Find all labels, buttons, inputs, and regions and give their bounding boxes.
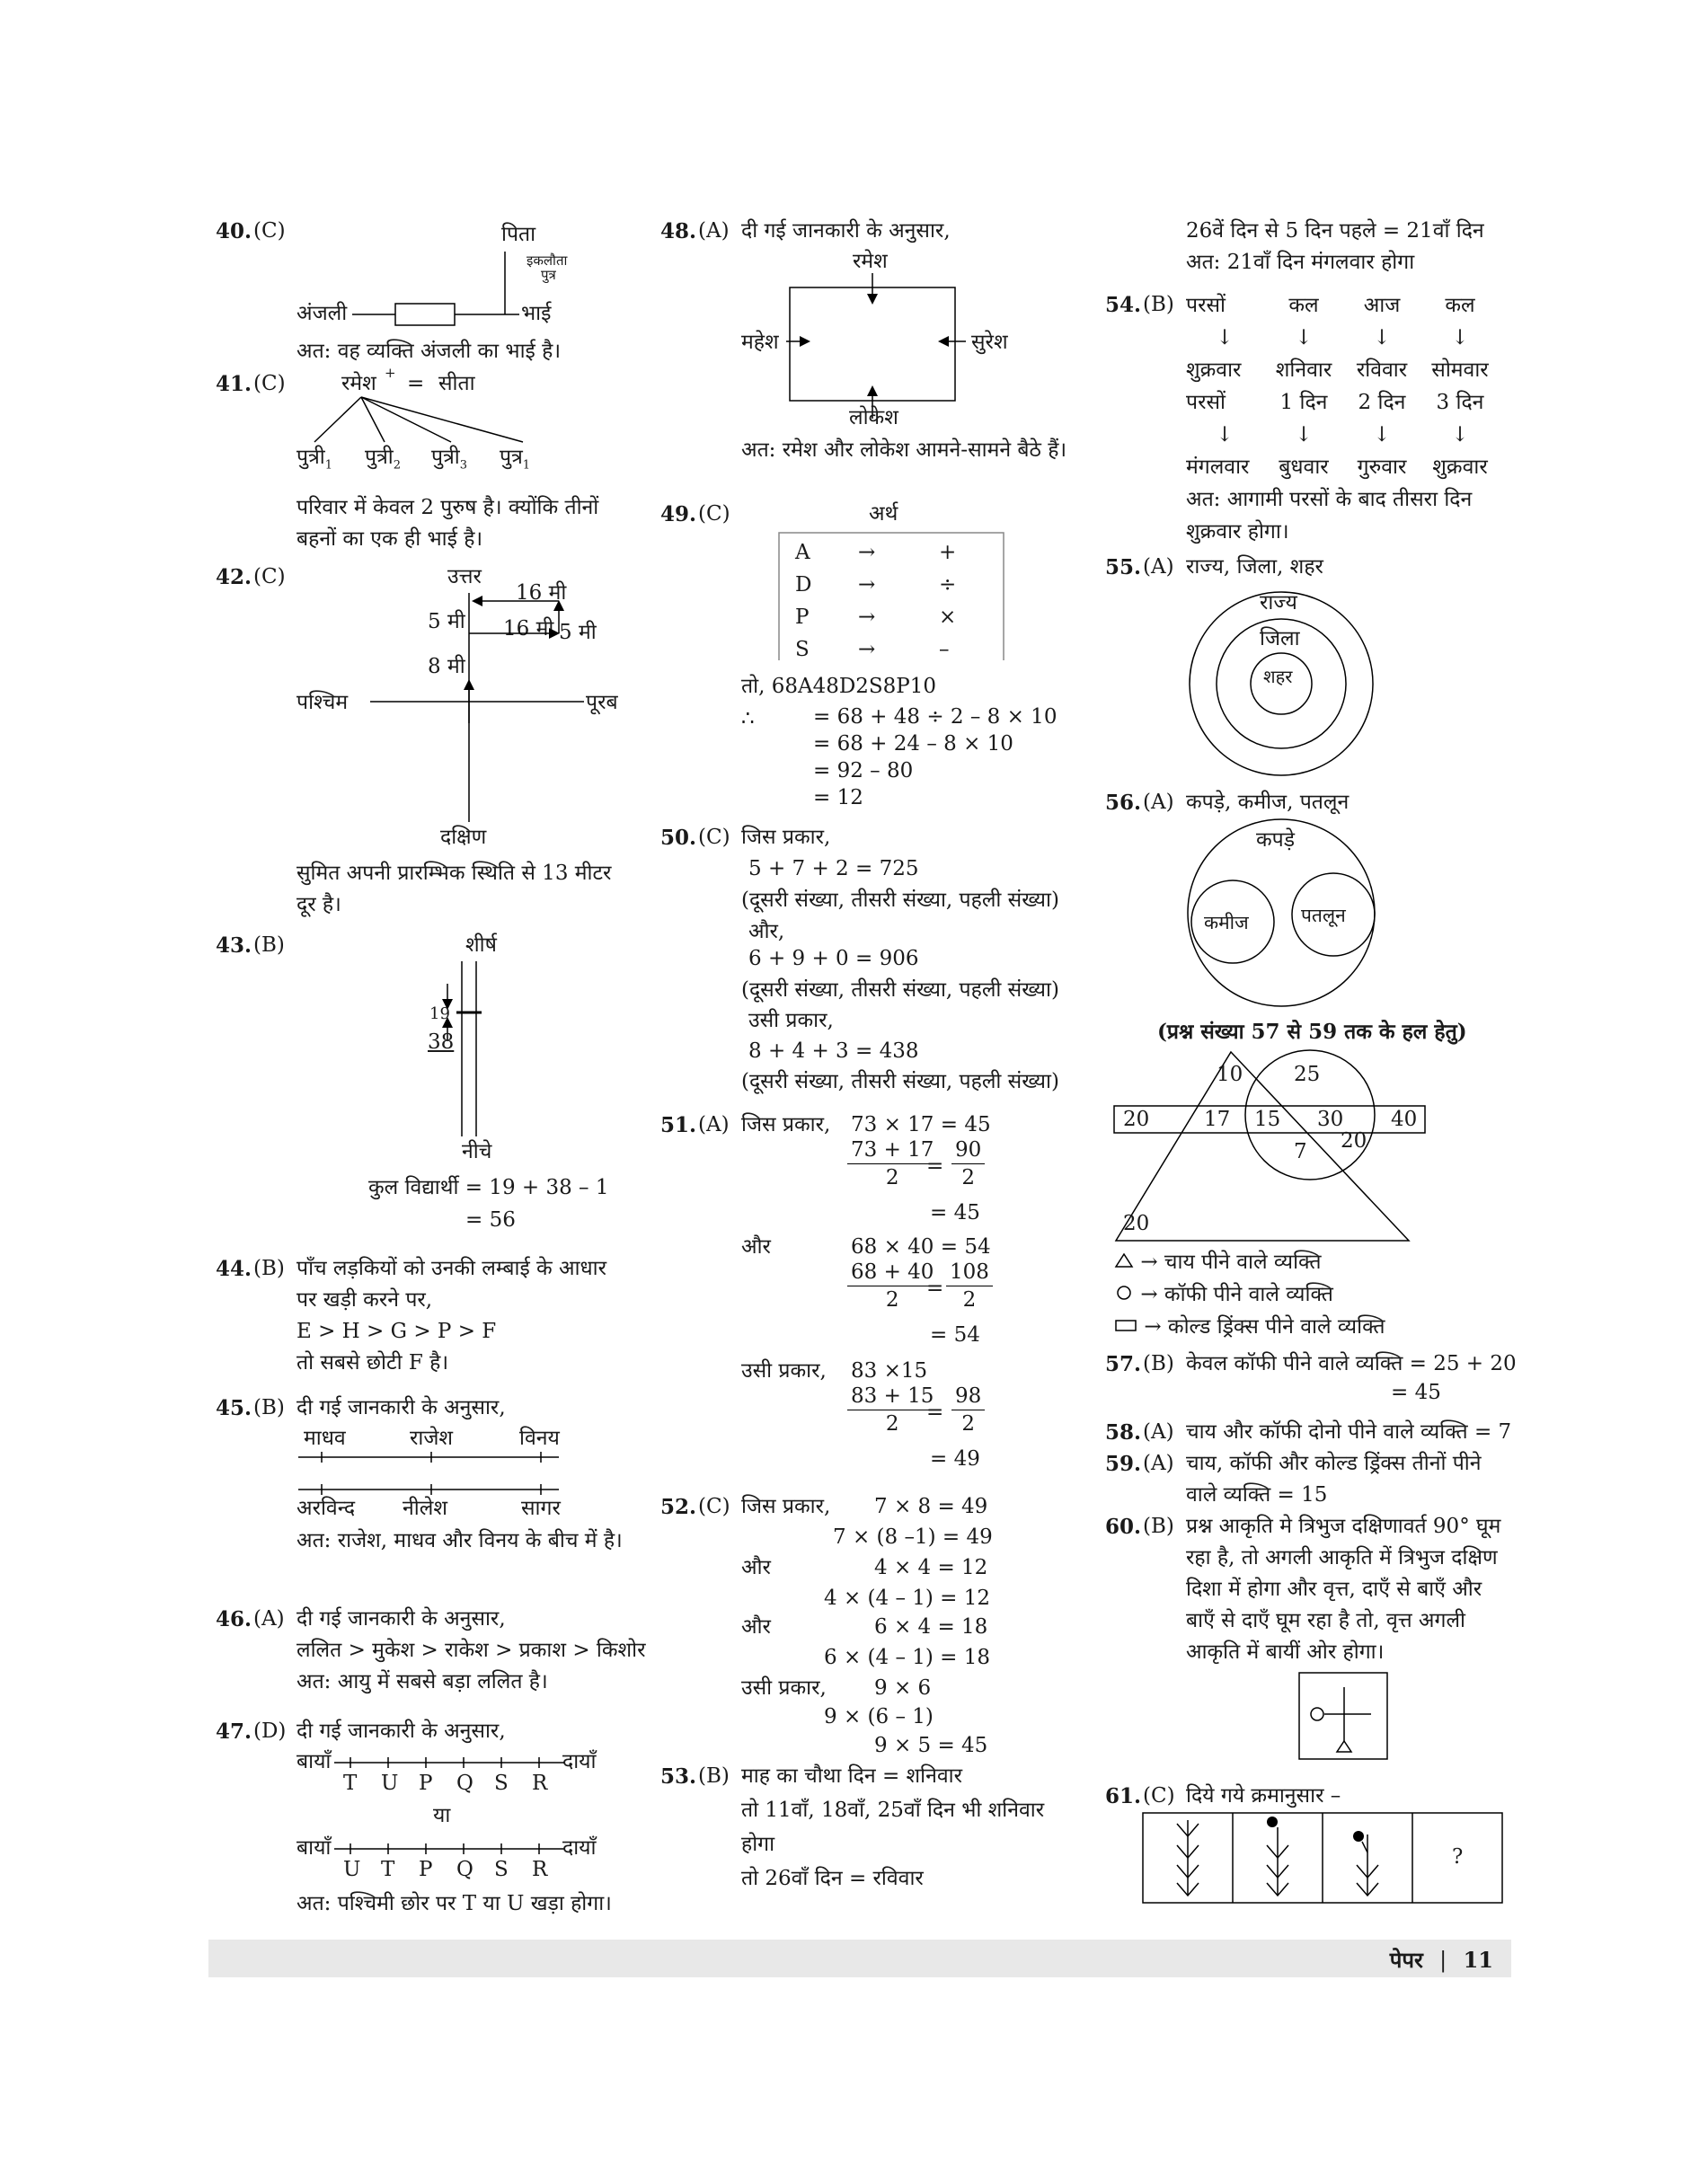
q49-row: P → × (795, 606, 957, 629)
q61-number: 61. (1105, 1784, 1142, 1808)
q41-ramesh: रमेश (341, 372, 376, 395)
q45-top-3: विनय (519, 1427, 560, 1450)
venn-40: 40 (1391, 1108, 1418, 1131)
q52-a2: 7 × (8 –1) = 49 (833, 1525, 993, 1549)
q52-w1: जिस प्रकार, (741, 1495, 831, 1518)
q55-middle: जिला (1260, 627, 1300, 650)
q50-line: (दूसरी संख्या, तीसरी संख्या, पहली संख्या) (741, 888, 1059, 912)
q51-w3: उसी प्रकार, (741, 1359, 827, 1383)
q60-answer: (B) (1143, 1515, 1174, 1538)
q45-bottom-1: अरविन्द (296, 1497, 356, 1520)
q44-answer: (B) (253, 1257, 285, 1280)
q41-conclusion: परिवार में केवल 2 पुरुष है। क्योंकि तीनों बहनों का एक ही भाई है। (296, 496, 599, 551)
q51-frac-2: $\frac{68 + 40}{2}$ (847, 1259, 937, 1313)
q47-right-1: दायाँ (562, 1750, 597, 1773)
q45-conclusion: अत: राजेश, माधव और विनय के बीच में है। (296, 1529, 623, 1552)
q60-line: दिशा में होगा और वृत्त, दाएँ से बाएँ और (1186, 1578, 1482, 1601)
q59-answer: (A) (1143, 1452, 1174, 1475)
q49-step: = 68 + 48 ÷ 2 – 8 × 10 (813, 705, 1058, 729)
q52-d3: 9 × 5 = 45 (874, 1734, 988, 1757)
venn-heading: (प्रश्न संख्या 57 से 59 तक के हल हेतु) (1157, 1020, 1467, 1044)
q50-line: उसी प्रकार, (748, 1009, 834, 1032)
q42-d4: 5 मी (559, 621, 597, 644)
q49-solution (660, 499, 1083, 822)
q51-e1: 73 × 17 = 45 (851, 1113, 991, 1136)
q42-d1: 16 मी (516, 581, 567, 605)
q60-solution (1105, 1511, 1527, 1781)
q44-l4: तो सबसे छोटी F है। (296, 1351, 449, 1375)
footer-paper: पेपर (1389, 1947, 1423, 1973)
q51-frac-3: $\frac{83 + 15}{2}$ (847, 1383, 937, 1437)
q52-d2: 9 × (6 – 1) (824, 1705, 934, 1728)
q57-answer: (B) (1143, 1352, 1174, 1375)
q50-line: 6 + 9 + 0 = 906 (748, 947, 919, 970)
q50-line: (दूसरी संख्या, तीसरी संख्या, पहली संख्या) (741, 1070, 1059, 1093)
q52-w2: और (741, 1556, 771, 1579)
q42-d2: 5 मी (428, 610, 465, 633)
venn-diagram (1105, 1016, 1527, 1250)
q56-outer: कपड़े (1256, 828, 1296, 852)
q45-top-2: राजेश (410, 1427, 454, 1450)
q43-answer: (B) (253, 933, 285, 957)
q50-number: 50. (660, 826, 697, 850)
q59-number: 59. (1105, 1452, 1142, 1476)
q47-r2-2: T (381, 1858, 395, 1881)
q45-number: 45. (216, 1396, 252, 1420)
venn-20b: 20 (1341, 1129, 1367, 1153)
q46-l3: अत: आयु में सबसे बड़ा ललित है। (296, 1670, 548, 1693)
q44-l3: E > H > G > P > F (296, 1320, 497, 1343)
q43-line-diagram (216, 930, 638, 1145)
q54-day-grid: परसों कल आज कल ↓ ↓ ↓ ↓ शुक्रवार शनिवार रविवार सोमवार परसों 1 दिन 2 दिन 3 दिन ↓ ↓ ↓ ↓ मंगलवार बुधवार गुरुवार शुक्रवार अत: आगामी परसों के बाद तीसरा दिन शुक्रवार होगा। (1186, 289, 1500, 548)
venn-25: 25 (1294, 1063, 1321, 1086)
q43-bottom: नीचे (462, 1140, 492, 1163)
q43-number: 43. (216, 933, 252, 958)
q59-solution (1105, 1448, 1527, 1511)
q54-c2: शुक्रवार होगा। (1186, 520, 1289, 544)
q42-west: पश्चिम (296, 691, 349, 714)
q42-path-diagram (216, 561, 638, 831)
q56-l1: कपड़े, कमीज, पतलून (1186, 791, 1350, 814)
q50-line: जिस प्रकार, (741, 826, 831, 849)
q47-solution (216, 1716, 638, 1923)
q41-child-4: पुत्र$_1$ (500, 446, 531, 473)
q51-answer: (A) (698, 1113, 730, 1136)
q43-v2: 38 (428, 1030, 455, 1054)
q48-suresh: सुरेश (971, 331, 1008, 354)
q49-answer: (C) (698, 502, 730, 526)
q48-seating-diagram (660, 216, 1083, 422)
q52-solution (660, 1491, 1083, 1761)
q49-table (795, 536, 956, 666)
q54-solution (1105, 289, 1527, 552)
q49-row: A → + (795, 541, 957, 564)
q40-number: 40. (216, 219, 252, 243)
q46-solution (216, 1604, 646, 1716)
q48-l1: दी गई जानकारी के अनुसार, (741, 219, 951, 243)
q53-answer: (B) (698, 1764, 730, 1788)
q47-r1-3: P (419, 1772, 433, 1795)
q47-or: या (433, 1804, 451, 1827)
venn-legend (1114, 1246, 1385, 1343)
q51-w1: जिस प्रकार, (741, 1113, 831, 1136)
page-footer (208, 1940, 1511, 1977)
q47-r1-2: U (381, 1772, 399, 1795)
q53-l3: होगा (741, 1833, 775, 1856)
q59-l1: चाय, कॉफी और कोल्ड ड्रिंक्स तीनों पीने (1186, 1452, 1482, 1475)
q43-solution (216, 930, 638, 1253)
q47-right-2: दायाँ (562, 1836, 597, 1860)
q49-row: S → – (795, 638, 950, 661)
circle-icon (1114, 1285, 1134, 1301)
q50-line: 5 + 7 + 2 = 725 (748, 857, 919, 880)
q61-sequence-figure (1105, 1781, 1527, 1915)
q60-number: 60. (1105, 1515, 1142, 1539)
q43-line2: = 56 (465, 1208, 516, 1232)
q41-eq: = (407, 372, 425, 395)
q43-top: शीर्ष (465, 933, 497, 957)
q40-conclusion: अत: वह व्यक्ति अंजली का भाई है। (296, 340, 562, 363)
q42-answer: (C) (253, 565, 286, 588)
q42-solution (216, 561, 638, 930)
q49-head: अर्थ (869, 502, 898, 526)
rectangle-icon (1114, 1317, 1137, 1333)
q55-answer: (A) (1143, 555, 1174, 579)
q50-line: 8 + 4 + 3 = 438 (748, 1039, 919, 1063)
q61-answer: (C) (1143, 1784, 1175, 1808)
q60-answer-figure (1105, 1511, 1527, 1781)
q54-number: 54. (1105, 293, 1142, 317)
q41-number: 41. (216, 372, 252, 396)
q56-b: पतलून (1301, 905, 1346, 926)
dot-icon (1267, 1817, 1278, 1827)
q40-solution (216, 216, 638, 368)
q44-solution (216, 1253, 638, 1392)
q47-r2-1: U (343, 1858, 361, 1881)
q60-line: प्रश्न आकृति मे त्रिभुज दक्षिणावर्त 90° घूम (1186, 1515, 1501, 1538)
q61-qmark: ? (1452, 1845, 1464, 1869)
q55-venn (1105, 552, 1527, 787)
q40-tree-lines (216, 216, 638, 332)
q46-l1: दी गई जानकारी के अनुसार, (296, 1607, 506, 1631)
q45-answer: (B) (253, 1396, 285, 1419)
venn-7: 7 (1294, 1140, 1307, 1163)
q42-number: 42. (216, 565, 252, 589)
q52-c2: 6 × (4 – 1) = 18 (824, 1646, 991, 1669)
q51-eqs-2: = (926, 1277, 944, 1300)
q53-l5: 26वें दिन से 5 दिन पहले = 21वाँ दिन (1186, 219, 1484, 243)
q61-l1: दिये गये क्रमानुसार – (1186, 1784, 1341, 1808)
q47-r2-3: P (419, 1858, 433, 1881)
page-number: 11 (1463, 1947, 1493, 1973)
q55-solution (1105, 552, 1527, 787)
q47-conclusion: अत: पश्चिमी छोर पर T या U खड़ा होगा। (296, 1892, 612, 1915)
dot-icon (1353, 1831, 1364, 1842)
q51-number: 51. (660, 1113, 697, 1137)
q55-inner: शहर (1263, 666, 1293, 687)
q52-answer: (C) (698, 1495, 730, 1518)
footer-label (1390, 1945, 1493, 1975)
q46-l2: ललित > मुकेश > राकेश > प्रकाश > किशोर (296, 1639, 646, 1662)
q41-plus: + (385, 365, 396, 381)
q55-number: 55. (1105, 555, 1142, 579)
q45-top-1: माधव (304, 1427, 346, 1450)
q51-frac-1: $\frac{73 + 17}{2}$ (847, 1136, 937, 1191)
q41-answer: (C) (253, 372, 286, 395)
q40-brother: भाई (521, 302, 552, 325)
q47-r1-1: T (343, 1772, 358, 1795)
q54-c1: अत: आगामी परसों के बाद तीसरा दिन (1186, 488, 1473, 511)
q58-number: 58. (1105, 1420, 1142, 1445)
q52-c1: 6 × 4 = 18 (874, 1615, 988, 1639)
venn-15: 15 (1254, 1108, 1281, 1131)
q48-conclusion: अत: रमेश और लोकेश आमने-सामने बैठे हैं। (741, 438, 1067, 462)
q47-number: 47. (216, 1719, 252, 1744)
q47-l1: दी गई जानकारी के अनुसार, (296, 1719, 506, 1743)
q48-answer: (A) (698, 219, 730, 243)
q59-l2: वाले व्यक्ति = 15 (1186, 1483, 1328, 1507)
q52-w4: उसी प्रकार, (741, 1676, 827, 1700)
q49-step: = 12 (813, 786, 863, 809)
q41-child-3: $पुत्री_3$ (431, 446, 467, 473)
q41-sita: सीता (438, 372, 475, 395)
q56-number: 56. (1105, 791, 1142, 815)
q51-res-3: $\frac{98}{2}$ (951, 1383, 985, 1437)
q47-r1-6: R (532, 1772, 548, 1795)
q41-child-2: $पुत्री_2$ (365, 446, 401, 473)
column-1 (216, 216, 646, 1923)
q41-tree-lines (216, 368, 638, 449)
q57-l2: = 45 (1391, 1381, 1441, 1404)
venn-57-59 (1105, 1016, 1527, 1348)
column-2 (660, 216, 1083, 1905)
q40-anjali: अंजली (296, 302, 348, 325)
q43-v1: 19 (429, 1004, 450, 1023)
q51-res-2: $\frac{108}{2}$ (946, 1259, 993, 1313)
q51-eqs-3: = (926, 1401, 944, 1424)
q61-solution (1105, 1781, 1527, 1915)
q51-eq1: = 45 (930, 1201, 980, 1224)
q47-r1-5: S (494, 1772, 509, 1795)
venn-20a: 20 (1123, 1108, 1150, 1131)
q51-eqs-1: = (926, 1154, 944, 1178)
q46-number: 46. (216, 1607, 252, 1631)
q53-continued (1105, 216, 1527, 289)
q51-e2: 68 × 40 = 54 (851, 1235, 991, 1259)
q42-south: दक्षिण (440, 826, 487, 849)
q56-answer: (A) (1143, 791, 1174, 814)
q53-l4: तो 26वाँ दिन = रविवार (741, 1867, 924, 1890)
legend-circle: → कॉफी पीने वाले व्यक्ति (1114, 1278, 1385, 1311)
q50-line: और, (748, 920, 785, 943)
q47-left-1: बायाँ (296, 1750, 332, 1773)
q49-l1: तो, 68A48D2S8P10 (741, 675, 937, 698)
q49-step: = 68 + 24 – 8 × 10 (813, 732, 1013, 756)
q53-l6: अत: 21वाँ दिन मंगलवार होगा (1186, 251, 1415, 274)
q42-conclusion: सुमित अपनी प्रारम्भिक स्थिति से 13 मीटर दूर है। (296, 862, 612, 916)
q48-solution (660, 216, 1083, 499)
q47-left-2: बायाँ (296, 1836, 332, 1860)
q51-res-1: $\frac{90}{2}$ (951, 1136, 985, 1191)
q56-a: कमीज (1204, 912, 1249, 933)
q53-l2: तो 11वाँ, 18वाँ, 25वाँ दिन भी शनिवार (741, 1799, 1045, 1822)
q51-solution (660, 1109, 1083, 1491)
q47-r2-4: Q (456, 1858, 473, 1881)
q52-b1: 4 × 4 = 12 (874, 1556, 988, 1579)
q42-north: उत्तर (447, 565, 482, 588)
q57-number: 57. (1105, 1352, 1142, 1376)
q51-eq3: = 49 (930, 1447, 980, 1471)
q52-number: 52. (660, 1495, 697, 1519)
q45-bottom-3: सागर (521, 1497, 561, 1520)
q41-solution (216, 365, 638, 561)
q48-number: 48. (660, 219, 697, 243)
q60-line: आकृति में बायीं ओर होगा। (1186, 1640, 1385, 1664)
q52-a1: 7 × 8 = 49 (874, 1495, 988, 1518)
q40-father: पिता (501, 223, 536, 246)
q55-outer: राज्य (1260, 591, 1297, 614)
q42-east: पूरब (586, 691, 618, 714)
q41-child-1: $पुत्री_1$ (296, 446, 332, 473)
q45-solution (216, 1392, 638, 1604)
q40-only-son-2: पुत्र (541, 267, 556, 283)
q50-solution (660, 822, 1083, 1109)
q48-lokesh: लोकेश (849, 406, 898, 429)
q57-solution (1105, 1348, 1527, 1417)
q50-line: (दूसरी संख्या, तीसरी संख्या, पहली संख्या) (741, 978, 1059, 1002)
triangle-icon (1114, 1252, 1134, 1269)
q40-answer: (C) (253, 219, 286, 243)
legend-rectangle: → कोल्ड ड्रिंक्स पीने वाले व्यक्ति (1114, 1311, 1385, 1343)
q40-only-son-1: इकलौता (527, 252, 568, 269)
q51-eq2: = 54 (930, 1323, 980, 1347)
column-3 (1105, 216, 1527, 1915)
q47-r2-6: R (532, 1858, 548, 1881)
q52-b2: 4 × (4 – 1) = 12 (824, 1587, 991, 1610)
q53-number: 53. (660, 1764, 697, 1789)
q55-l1: राज्य, जिला, शहर (1186, 555, 1323, 579)
q58-answer: (A) (1143, 1420, 1174, 1444)
q53-solution (660, 1761, 1083, 1905)
q42-d5: 8 मी (428, 655, 465, 678)
q60-line: बाएँ से दाएँ घूम रहा है तो, वृत्त अगली (1186, 1609, 1466, 1632)
q49-steps (813, 703, 1057, 811)
q44-l2: पर खड़ी करने पर, (296, 1288, 433, 1312)
q45-bottom-2: नीलेश (403, 1497, 447, 1520)
footer-sep: | (1439, 1948, 1447, 1973)
q56-solution (1105, 787, 1527, 1016)
q47-r2-5: S (494, 1858, 509, 1881)
q44-number: 44. (216, 1257, 252, 1281)
q52-d1: 9 × 6 (874, 1676, 932, 1700)
q51-e3: 83 ×15 (851, 1359, 928, 1383)
legend-triangle: → चाय पीने वाले व्यक्ति (1114, 1246, 1385, 1278)
q43-line1: कुल विद्यार्थी = 19 + 38 – 1 (368, 1176, 609, 1199)
q47-answer: (D) (253, 1719, 287, 1743)
q49-therefore: ∴ (741, 707, 755, 730)
q53-l1: माह का चौथा दिन = शनिवार (741, 1764, 963, 1788)
venn-20c: 20 (1123, 1212, 1150, 1235)
venn-30: 30 (1317, 1108, 1344, 1131)
q47-r1-4: Q (456, 1772, 473, 1795)
q57-l1: केवल कॉफी पीने वाले व्यक्ति = 25 + 20 (1186, 1352, 1517, 1375)
q42-d3: 16 मी (503, 617, 554, 641)
venn-17: 17 (1204, 1108, 1231, 1131)
q49-step: = 92 – 80 (813, 759, 914, 782)
q51-w2: और (741, 1235, 771, 1259)
q60-line: रहा है, तो अगली आकृति में त्रिभुज दक्षिण (1186, 1546, 1498, 1569)
q48-mahesh: महेश (741, 331, 779, 354)
q50-answer: (C) (698, 826, 730, 849)
q52-w3: और (741, 1615, 771, 1639)
q58-l1: चाय और कॉफी दोनो पीने वाले व्यक्ति = 7 (1186, 1420, 1512, 1444)
q48-ramesh: रमेश (853, 250, 888, 273)
q49-number: 49. (660, 502, 697, 526)
q54-answer: (B) (1143, 293, 1174, 316)
q46-answer: (A) (253, 1607, 285, 1631)
q45-l1: दी गई जानकारी के अनुसार, (296, 1396, 506, 1419)
q49-row: D → ÷ (795, 573, 957, 597)
q45-seating-lines (216, 1392, 638, 1509)
venn-10: 10 (1217, 1063, 1243, 1086)
q58-solution (1105, 1417, 1527, 1448)
q44-l1: पाँच लड़कियों को उनकी लम्बाई के आधार (296, 1257, 607, 1280)
